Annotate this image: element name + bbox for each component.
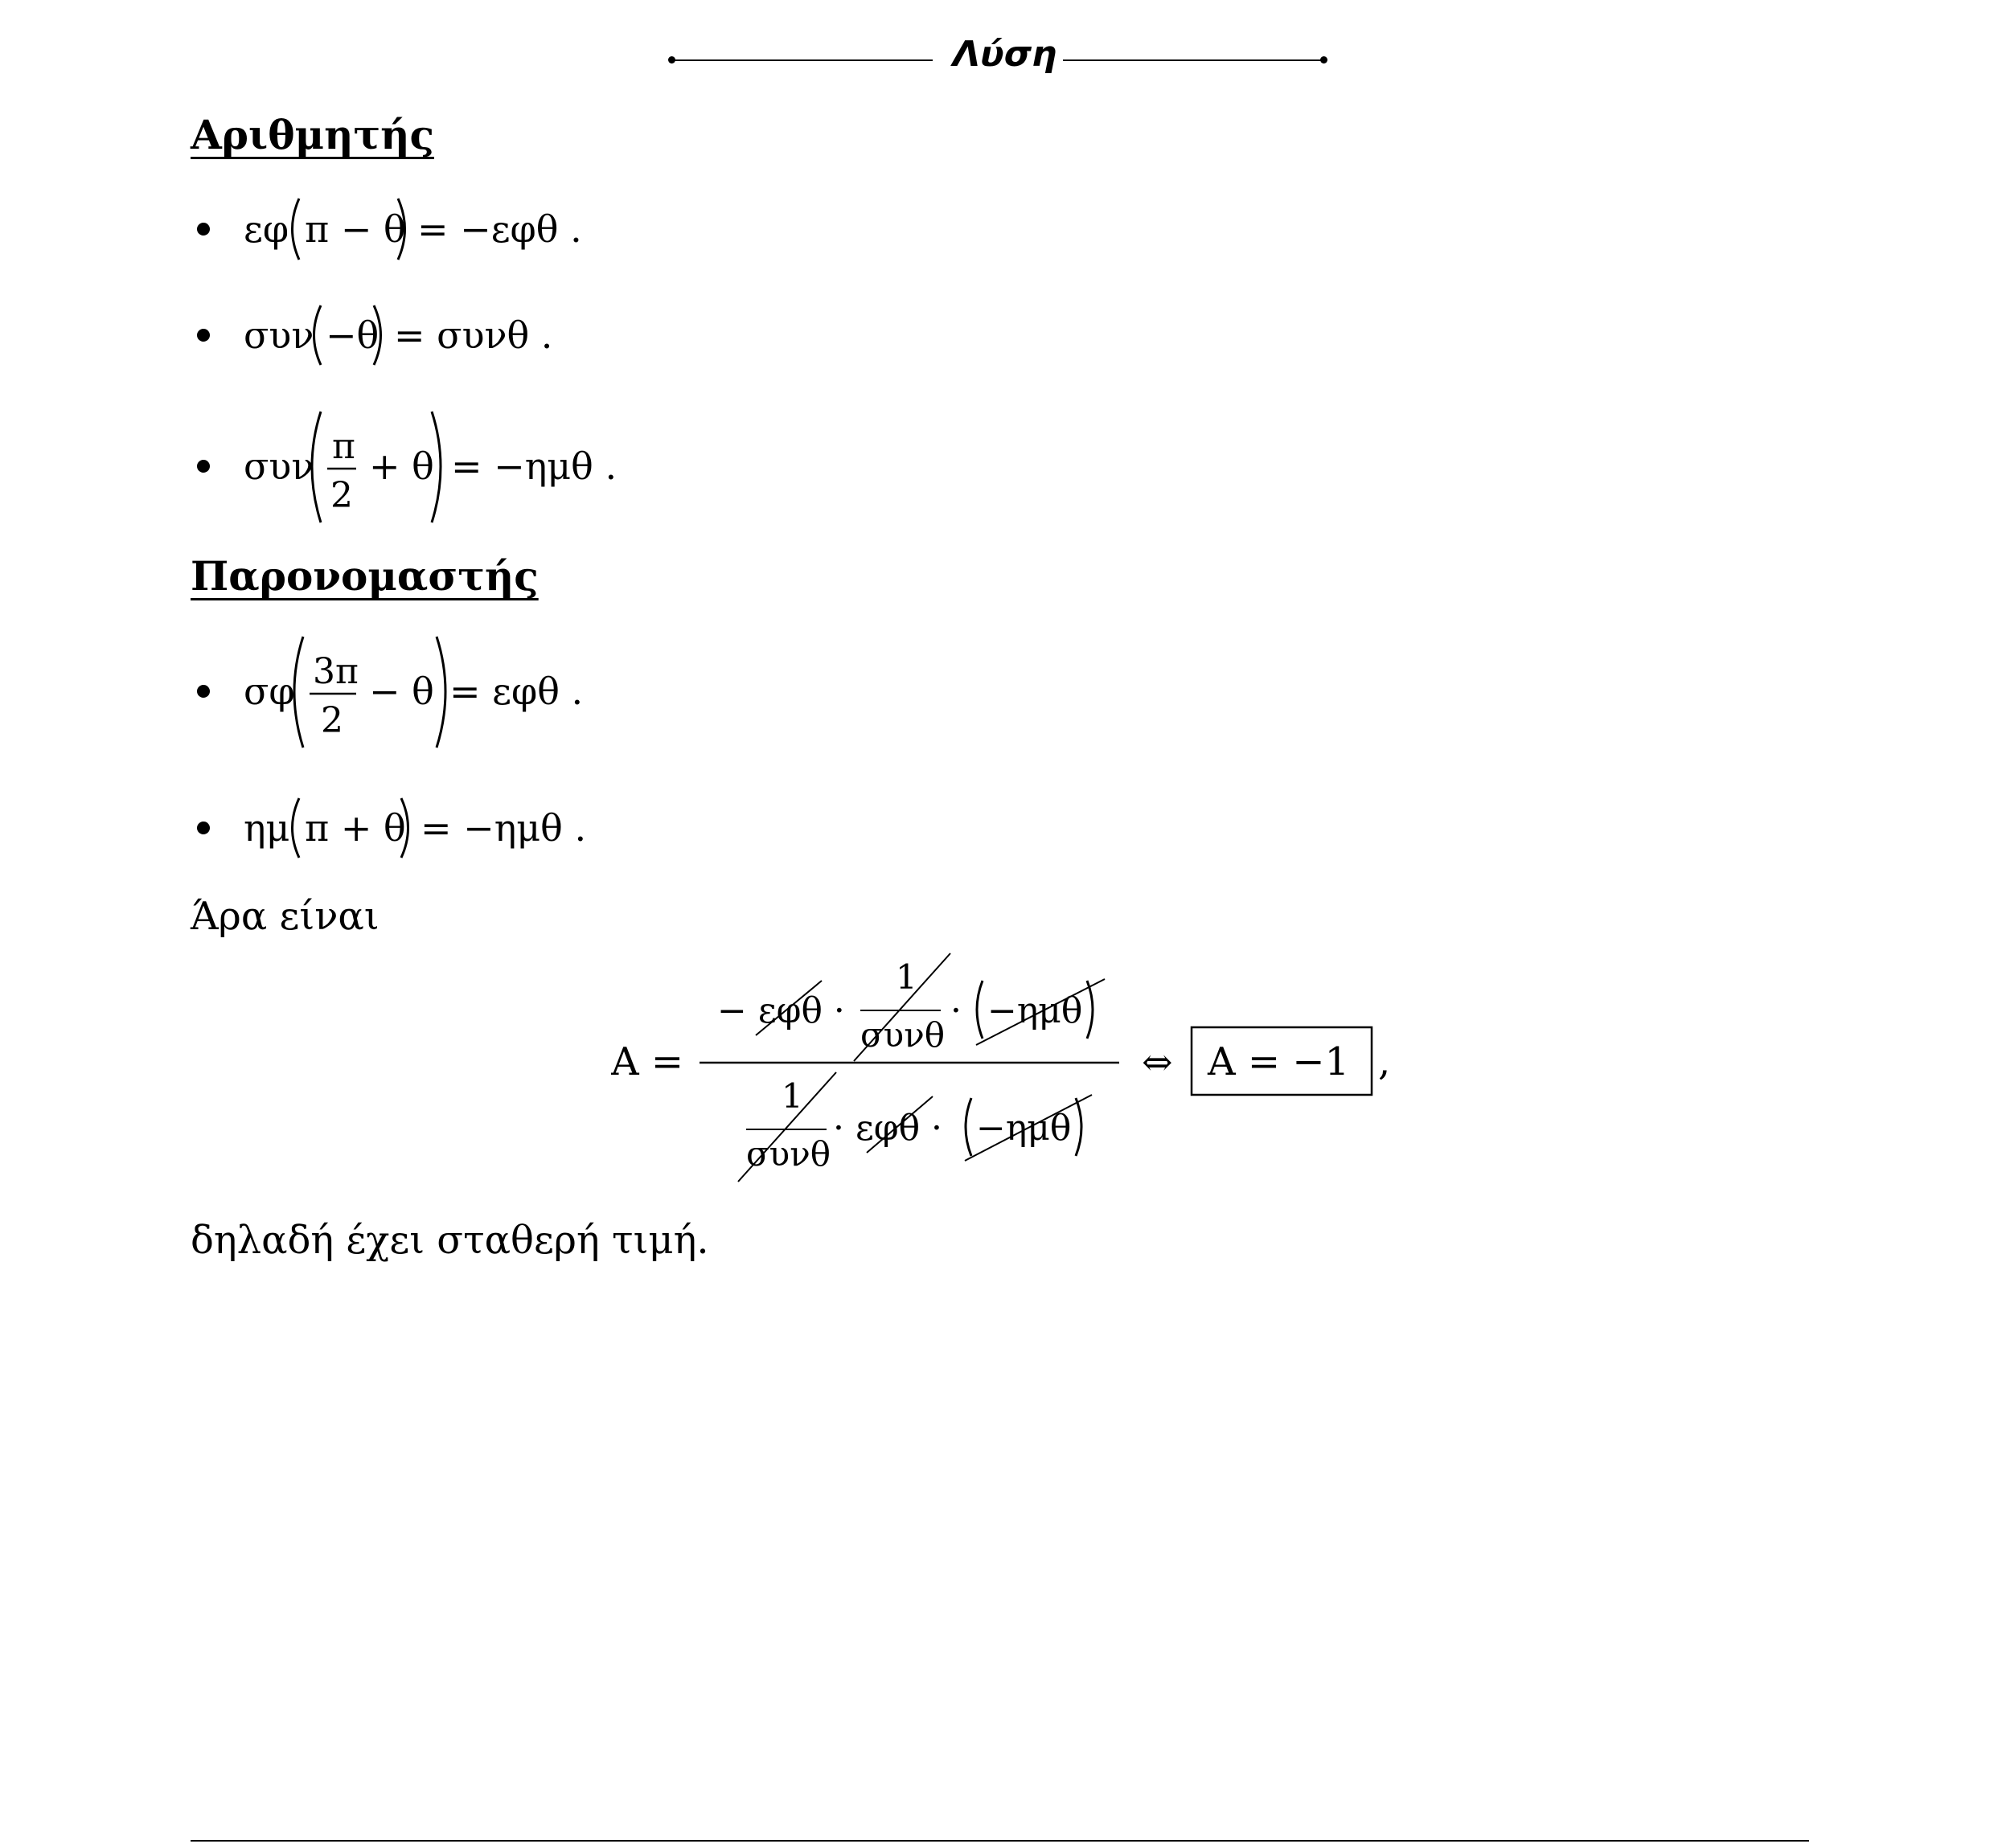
- left-paren-icon: [293, 798, 300, 858]
- closing-text: δηλαδή έχει σταθερή τιμή.: [191, 1218, 709, 1263]
- denominator-item-2-formula: [191, 790, 609, 871]
- svg-text:συνθ: συνθ: [746, 1134, 831, 1174]
- svg-text:ημ: ημ: [244, 806, 290, 850]
- left-paren-icon: [294, 637, 303, 748]
- svg-text:= συνθ .: = συνθ .: [394, 313, 553, 357]
- svg-text:1: 1: [782, 1076, 803, 1116]
- numerator-heading: Αριθμητής: [191, 111, 434, 158]
- left-paren-icon: [314, 305, 322, 365]
- svg-text:2: 2: [330, 475, 353, 516]
- svg-text:= −ημθ .: = −ημθ .: [451, 445, 617, 488]
- bullet-icon: [197, 822, 210, 834]
- final-equation: [611, 949, 1399, 1193]
- svg-text:συνθ: συνθ: [860, 1015, 946, 1055]
- svg-text:= εφθ .: = εφθ .: [449, 670, 584, 713]
- numerator-item-1-formula: [191, 189, 609, 269]
- bottom-rule: [191, 1840, 1809, 1842]
- svg-text:− θ: − θ: [369, 670, 434, 713]
- svg-text:π + θ: π + θ: [305, 806, 406, 850]
- svg-text:π: π: [332, 426, 355, 467]
- conclusion-intro: Άρα είναι: [191, 894, 380, 939]
- numerator-item-1: [191, 189, 609, 272]
- svg-text:−ημθ: −ημθ: [976, 1108, 1072, 1149]
- svg-text:,: ,: [1378, 1039, 1391, 1084]
- rule-right-dot: [1320, 56, 1327, 64]
- rule-left-line: [672, 59, 933, 61]
- bullet-icon: [197, 685, 210, 698]
- svg-text:+ θ: + θ: [369, 445, 434, 488]
- bullet-icon: [197, 460, 210, 473]
- bullet-icon: [197, 223, 210, 236]
- svg-text:− εφθ ·: − εφθ ·: [717, 990, 845, 1031]
- bullet-icon: [197, 329, 210, 342]
- left-paren-icon: [293, 199, 300, 260]
- svg-text:A = −1: A = −1: [1208, 1039, 1350, 1084]
- svg-text:εφ: εφ: [244, 207, 289, 251]
- svg-text:−ημθ: −ημθ: [987, 990, 1083, 1031]
- svg-text:A =: A =: [611, 1039, 684, 1084]
- solution-title: Λύση: [953, 34, 1057, 75]
- svg-text:π − θ: π − θ: [305, 207, 406, 251]
- right-paren-icon: [437, 637, 445, 748]
- numerator-item-3: [191, 408, 641, 532]
- denominator-item-2: [191, 790, 609, 874]
- svg-text:= −εφθ .: = −εφθ .: [417, 207, 582, 251]
- svg-text:−θ: −θ: [326, 313, 380, 357]
- svg-text:1: 1: [896, 957, 917, 997]
- svg-text:· εφθ ·: · εφθ ·: [833, 1108, 943, 1149]
- denominator-heading: Παρονομαστής: [191, 552, 539, 600]
- final-equation-formula: [611, 949, 1399, 1190]
- denominator-item-1-formula: [191, 633, 641, 754]
- denominator-item-1: [191, 633, 641, 757]
- svg-text:συν: συν: [244, 313, 314, 357]
- svg-text:σφ: σφ: [244, 670, 295, 713]
- numerator-item-2-formula: [191, 297, 609, 378]
- svg-text:3π: 3π: [313, 651, 359, 692]
- svg-text:= −ημθ .: = −ημθ .: [421, 806, 587, 850]
- numerator-item-2: [191, 297, 609, 381]
- svg-text:2: 2: [321, 700, 343, 741]
- numerator-item-3-formula: [191, 408, 641, 529]
- svg-text:συν: συν: [244, 445, 314, 488]
- svg-text:·: ·: [950, 990, 962, 1031]
- equivalence-icon: ⇔: [1142, 1040, 1173, 1084]
- rule-right-line: [1063, 59, 1323, 61]
